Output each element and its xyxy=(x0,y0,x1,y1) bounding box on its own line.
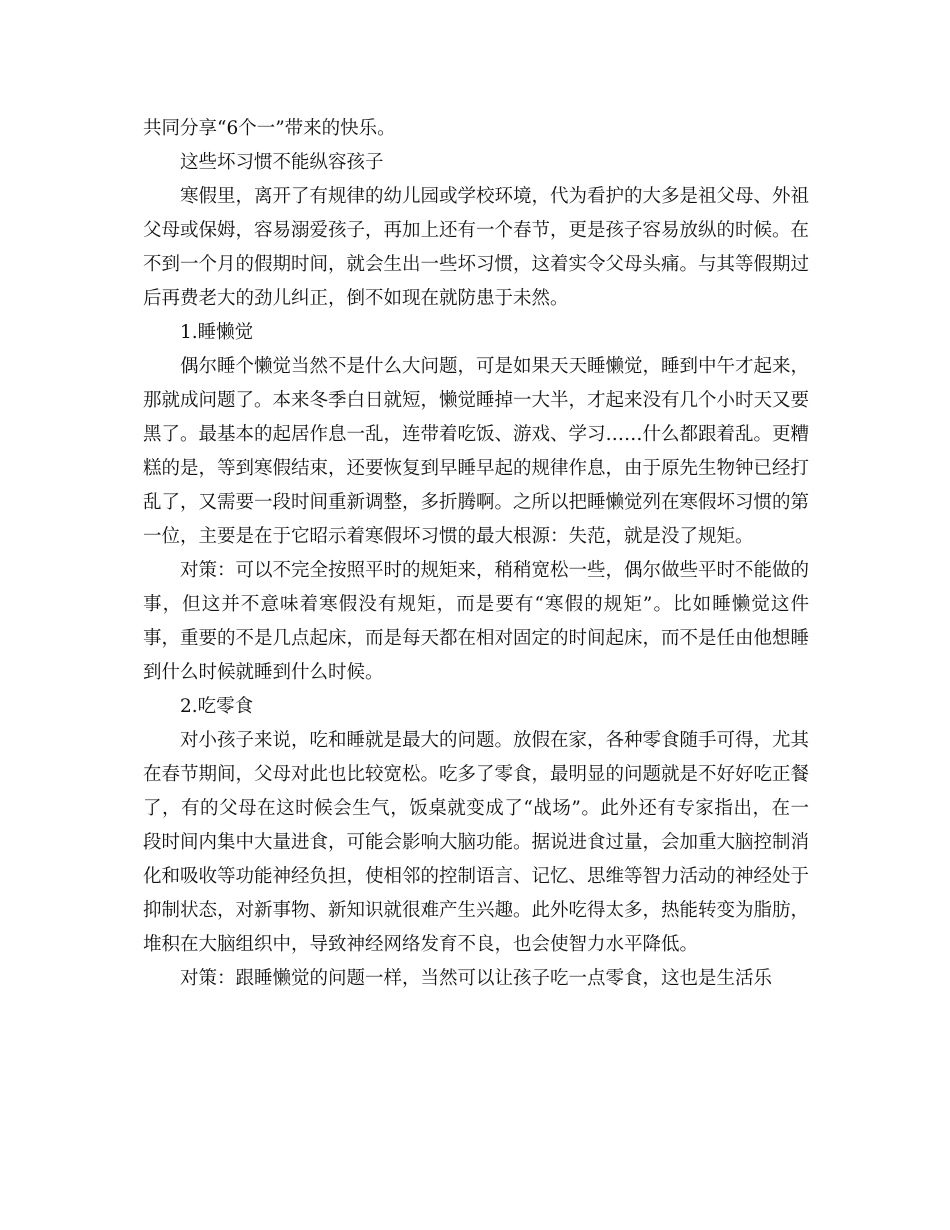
subheading-sleeping-in: 1.睡懒觉 xyxy=(180,322,254,343)
paragraph-snacks: 对小孩子来说，吃和睡就是最大的问题。放假在家，各种零食随手可得，尤其在春节期间，父母对此也比较宽松。吃多了零食，最明显的问题就是不好好吃正餐了，有的父母在这时候会生气，饭桌就变成了“战场”。此外还有专家指出，在一段时间内集中大量进食，可能会影响大脑功能。据说进食过量，会加重大脑控制消化和吸收等功能神经负担，使相邻的控制语言、记忆、思维等智力活动的神经处于抑制状态，对新事物、新知识就很难产生兴趣。此外吃得太多，热能转变为脂肪，堆积在大脑组织中，导致神经网络发育不良，也会使智力水平降低。 xyxy=(143,730,810,955)
section-heading: 这些坏习惯不能纵容孩子 xyxy=(180,152,384,173)
subheading-snacks: 2.吃零食 xyxy=(180,696,254,717)
document-page xyxy=(143,112,809,996)
paragraph-overview: 寒假里，离开了有规律的幼儿园或学校环境，代为看护的大多是祖父母、外祖父母或保姆，容易溺爱孩子，再加上还有一个春节，更是孩子容易放纵的时候。在不到一个月的假期时间，就会生出一些坏习惯，这着实令父母头痛。与其等假期过后再费老大的劲儿纠正，倒不如现在就防患于未然。 xyxy=(143,186,810,309)
paragraph-sleeping-in-solution: 对策：可以不完全按照平时的规矩来，稍稍宽松一些，偶尔做些平时不能做的事，但这并不意味着寒假没有规矩，而是要有“寒假的规矩”。比如睡懒觉这件事，重要的不是几点起床，而是每天都在相对固定的时间起床，而不是任由他想睡到什么时候就睡到什么时候。 xyxy=(143,560,810,683)
paragraph-snacks-solution: 对策：跟睡懒觉的问题一样，当然可以让孩子吃一点零食，这也是生活乐 xyxy=(180,968,773,989)
paragraph-sleeping-in: 偶尔睡个懒觉当然不是什么大问题，可是如果天天睡懒觉，睡到中午才起来，那就成问题了。本来冬季白日就短，懒觉睡掉一大半，才起来没有几个小时天又要黑了。最基本的起居作息一乱，连带着吃饭、游戏、学习……什么都跟着乱。更糟糕的是，等到寒假结束，还要恢复到早睡早起的规律作息，由于原先生物钟已经打乱了，又需要一段时间重新调整，多折腾啊。之所以把睡懒觉列在寒假坏习惯的第一位，主要是在于它昭示着寒假坏习惯的最大根源：失范，就是没了规矩。 xyxy=(143,356,810,547)
paragraph-intro-tail: 共同分享“6个一”带来的快乐。 xyxy=(143,118,396,139)
